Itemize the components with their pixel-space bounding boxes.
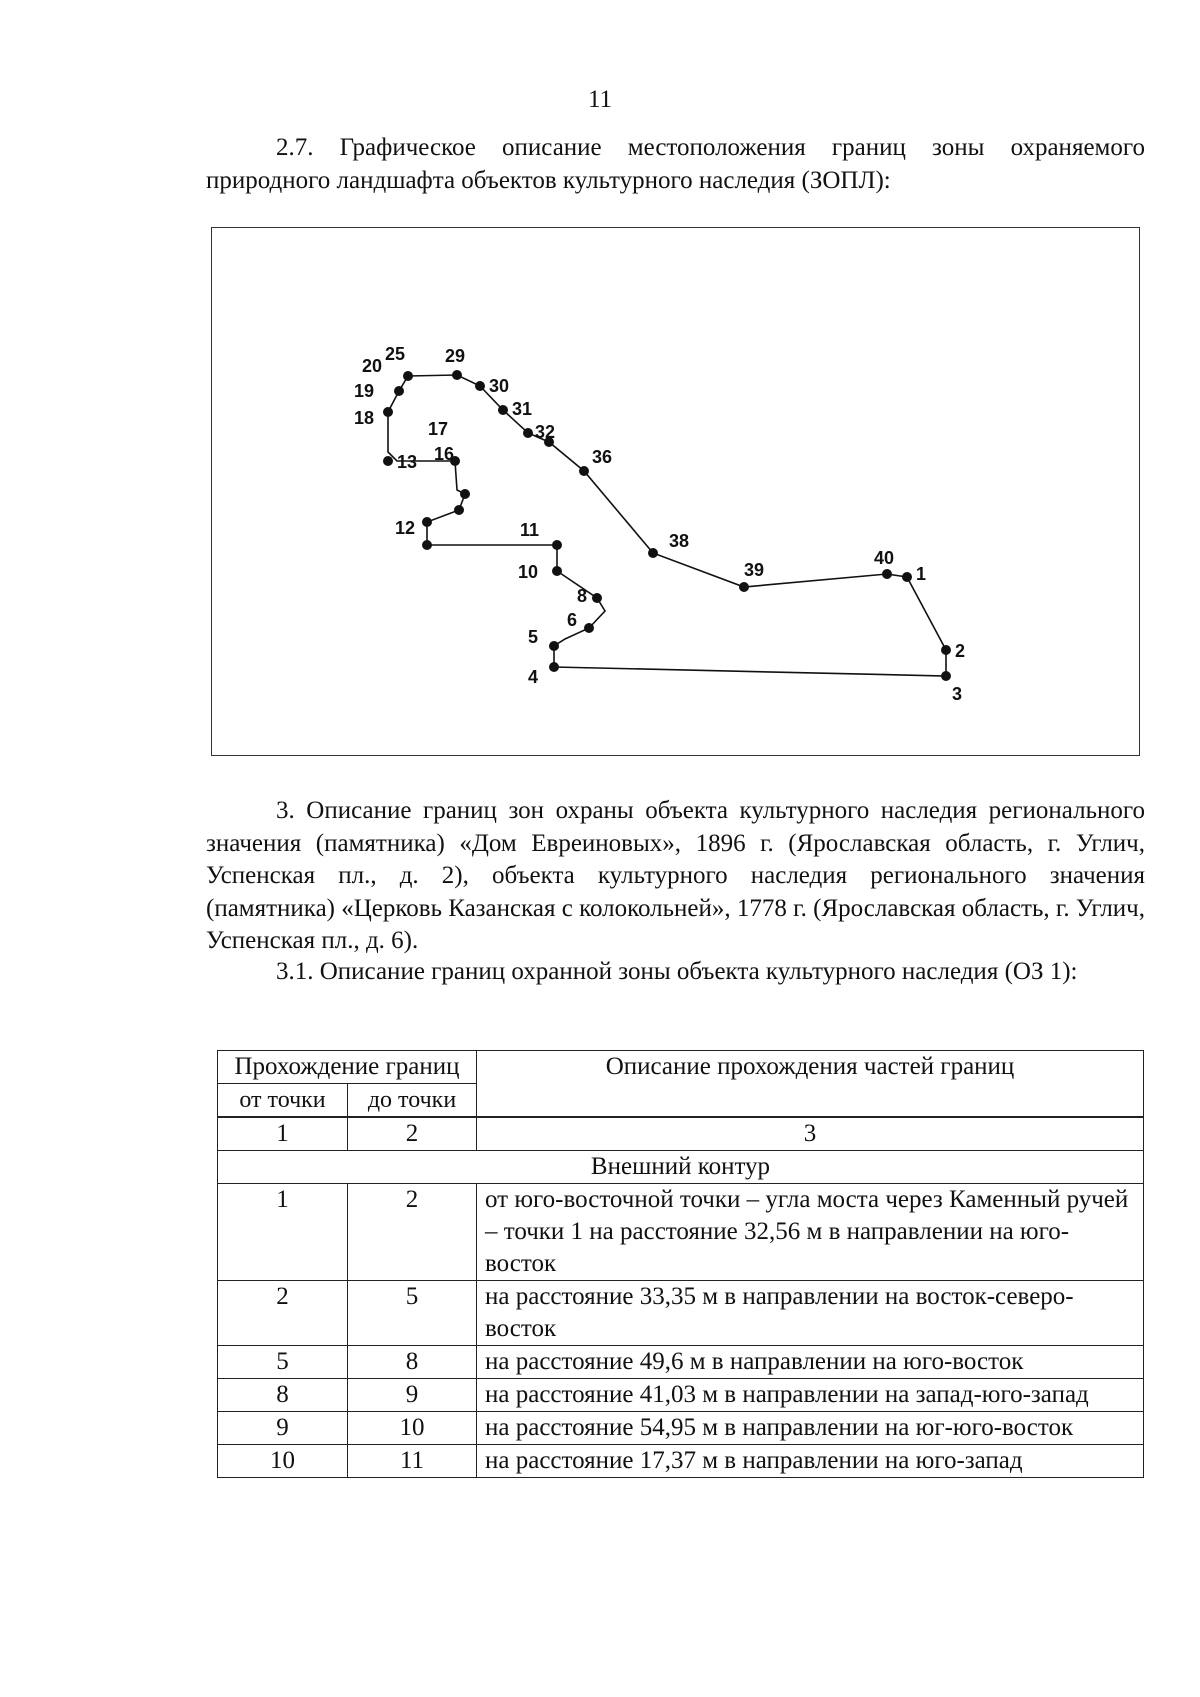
- cell-to: 5: [348, 1281, 477, 1346]
- header-to: до точки: [348, 1084, 477, 1117]
- point-label: 38: [669, 531, 690, 551]
- point-label: 2: [955, 641, 966, 661]
- table-header-row: [218, 1051, 1144, 1084]
- header-from: от точки: [218, 1084, 348, 1117]
- point-label: 18: [354, 408, 375, 428]
- cell-from: 9: [218, 1412, 348, 1445]
- point-label: 4: [528, 667, 539, 687]
- boundary-point: [422, 517, 432, 527]
- boundary-point: [383, 456, 393, 466]
- column-number: 1: [218, 1118, 348, 1151]
- boundary-point: [592, 593, 602, 603]
- cell-from: 8: [218, 1379, 348, 1412]
- point-label: 32: [535, 422, 556, 442]
- point-label: 36: [592, 447, 613, 467]
- point-label: 30: [489, 376, 510, 396]
- table-row: [218, 1184, 1144, 1281]
- header-description: Описание прохождения частей границ: [477, 1051, 1144, 1117]
- section-3-text: 3. Описание границ зон охраны объекта культурного наследия регионального значения (памятника) «Дом Евреиновых», 1896 г. (Ярославская область, г. Углич, Успенская пл., д. 2), объекта культурного наследия регионального значения (памятника) «Церковь Казанская с колокольней», 1778 г. (Ярославская область, г. Углич, Успенская пл., д. 6).: [206, 797, 1145, 954]
- cell-to: 10: [348, 1412, 477, 1445]
- boundary-point: [523, 428, 533, 438]
- table-row: [218, 1412, 1144, 1445]
- point-label: 8: [577, 586, 588, 606]
- cell-from: 5: [218, 1346, 348, 1379]
- boundary-point: [584, 623, 594, 633]
- boundary-point: [383, 407, 393, 417]
- boundary-point: [579, 466, 589, 476]
- boundary-point: [941, 645, 951, 655]
- boundary-point: [902, 572, 912, 582]
- boundary-point: [454, 505, 464, 515]
- cell-description: на расстояние 33,35 м в направлении на восток-северо-восток: [477, 1281, 1144, 1346]
- page-number: 11: [587, 86, 613, 113]
- boundary-point: [498, 405, 508, 415]
- boundary-diagram-svg: [212, 228, 1141, 757]
- boundary-point: [549, 641, 559, 651]
- table-row: [218, 1445, 1144, 1478]
- point-label: 6: [567, 610, 578, 630]
- table-row: [218, 1346, 1144, 1379]
- cell-to: 9: [348, 1379, 477, 1412]
- boundary-points: [383, 370, 951, 681]
- cell-to: 2: [348, 1184, 477, 1281]
- point-label: 40: [874, 548, 895, 568]
- boundary-diagram: [211, 227, 1140, 756]
- cell-description: на расстояние 49,6 м в направлении на юго-восток: [477, 1346, 1144, 1379]
- column-number: 2: [348, 1118, 477, 1151]
- boundary-point: [475, 381, 485, 391]
- boundary-point: [460, 489, 470, 499]
- point-label: 3: [952, 684, 963, 704]
- cell-to: 11: [348, 1445, 477, 1478]
- point-label: 12: [395, 518, 416, 538]
- point-label: 29: [445, 346, 466, 366]
- boundary-point: [882, 569, 892, 579]
- header-passage: Прохождение границ: [218, 1051, 477, 1084]
- boundary-point: [552, 540, 562, 550]
- cell-description: от юго-восточной точки – угла моста через Каменный ручей – точки 1 на расстояние 32,56 м в направлении на юго-восток: [477, 1184, 1144, 1281]
- point-labels: [354, 344, 965, 704]
- cell-description: на расстояние 17,37 м в направлении на юго-запад: [477, 1445, 1144, 1478]
- cell-description: на расстояние 41,03 м в направлении на запад-юго-запад: [477, 1379, 1144, 1412]
- boundary-point: [452, 370, 462, 380]
- section-title: Внешний контур: [218, 1151, 1144, 1184]
- cell-from: 1: [218, 1184, 348, 1281]
- section-title-row: [218, 1151, 1144, 1184]
- point-label: 1: [916, 564, 927, 584]
- boundary-point: [648, 548, 658, 558]
- boundary-point: [941, 671, 951, 681]
- boundary-point: [739, 582, 749, 592]
- point-label: 31: [512, 399, 533, 419]
- point-label: 19: [354, 381, 375, 401]
- boundary-point: [549, 662, 559, 672]
- point-label: 39: [744, 560, 765, 580]
- point-label: 13: [397, 452, 418, 472]
- point-label: 10: [518, 562, 539, 582]
- boundary-point: [403, 371, 413, 381]
- cell-description: на расстояние 54,95 м в направлении на юг-юго-восток: [477, 1412, 1144, 1445]
- cell-from: 2: [218, 1281, 348, 1346]
- point-label: 16: [434, 444, 455, 464]
- cell-from: 10: [218, 1445, 348, 1478]
- point-label: 17: [428, 419, 449, 439]
- column-numbers-row: [218, 1118, 1144, 1151]
- point-label: 5: [528, 627, 539, 647]
- boundary-line: [388, 375, 946, 676]
- boundary-table: [217, 1050, 1144, 1478]
- section-3-1-text: 3.1. Описание границ охранной зоны объекта культурного наследия (ОЗ 1):: [276, 958, 1078, 985]
- boundary-point: [394, 386, 404, 396]
- column-number: 3: [477, 1118, 1144, 1151]
- point-label: 20: [362, 356, 383, 376]
- table-row: [218, 1281, 1144, 1346]
- cell-to: 8: [348, 1346, 477, 1379]
- point-label: 11: [520, 520, 540, 540]
- point-label: 25: [385, 344, 406, 364]
- boundary-point: [552, 566, 562, 576]
- boundary-point: [422, 540, 432, 550]
- table-row: [218, 1379, 1144, 1412]
- section-2-7-text: 2.7. Графическое описание местоположения границ зоны охраняемого природного ландшафта объектов культурного наследия (ЗОПЛ):: [206, 134, 1145, 194]
